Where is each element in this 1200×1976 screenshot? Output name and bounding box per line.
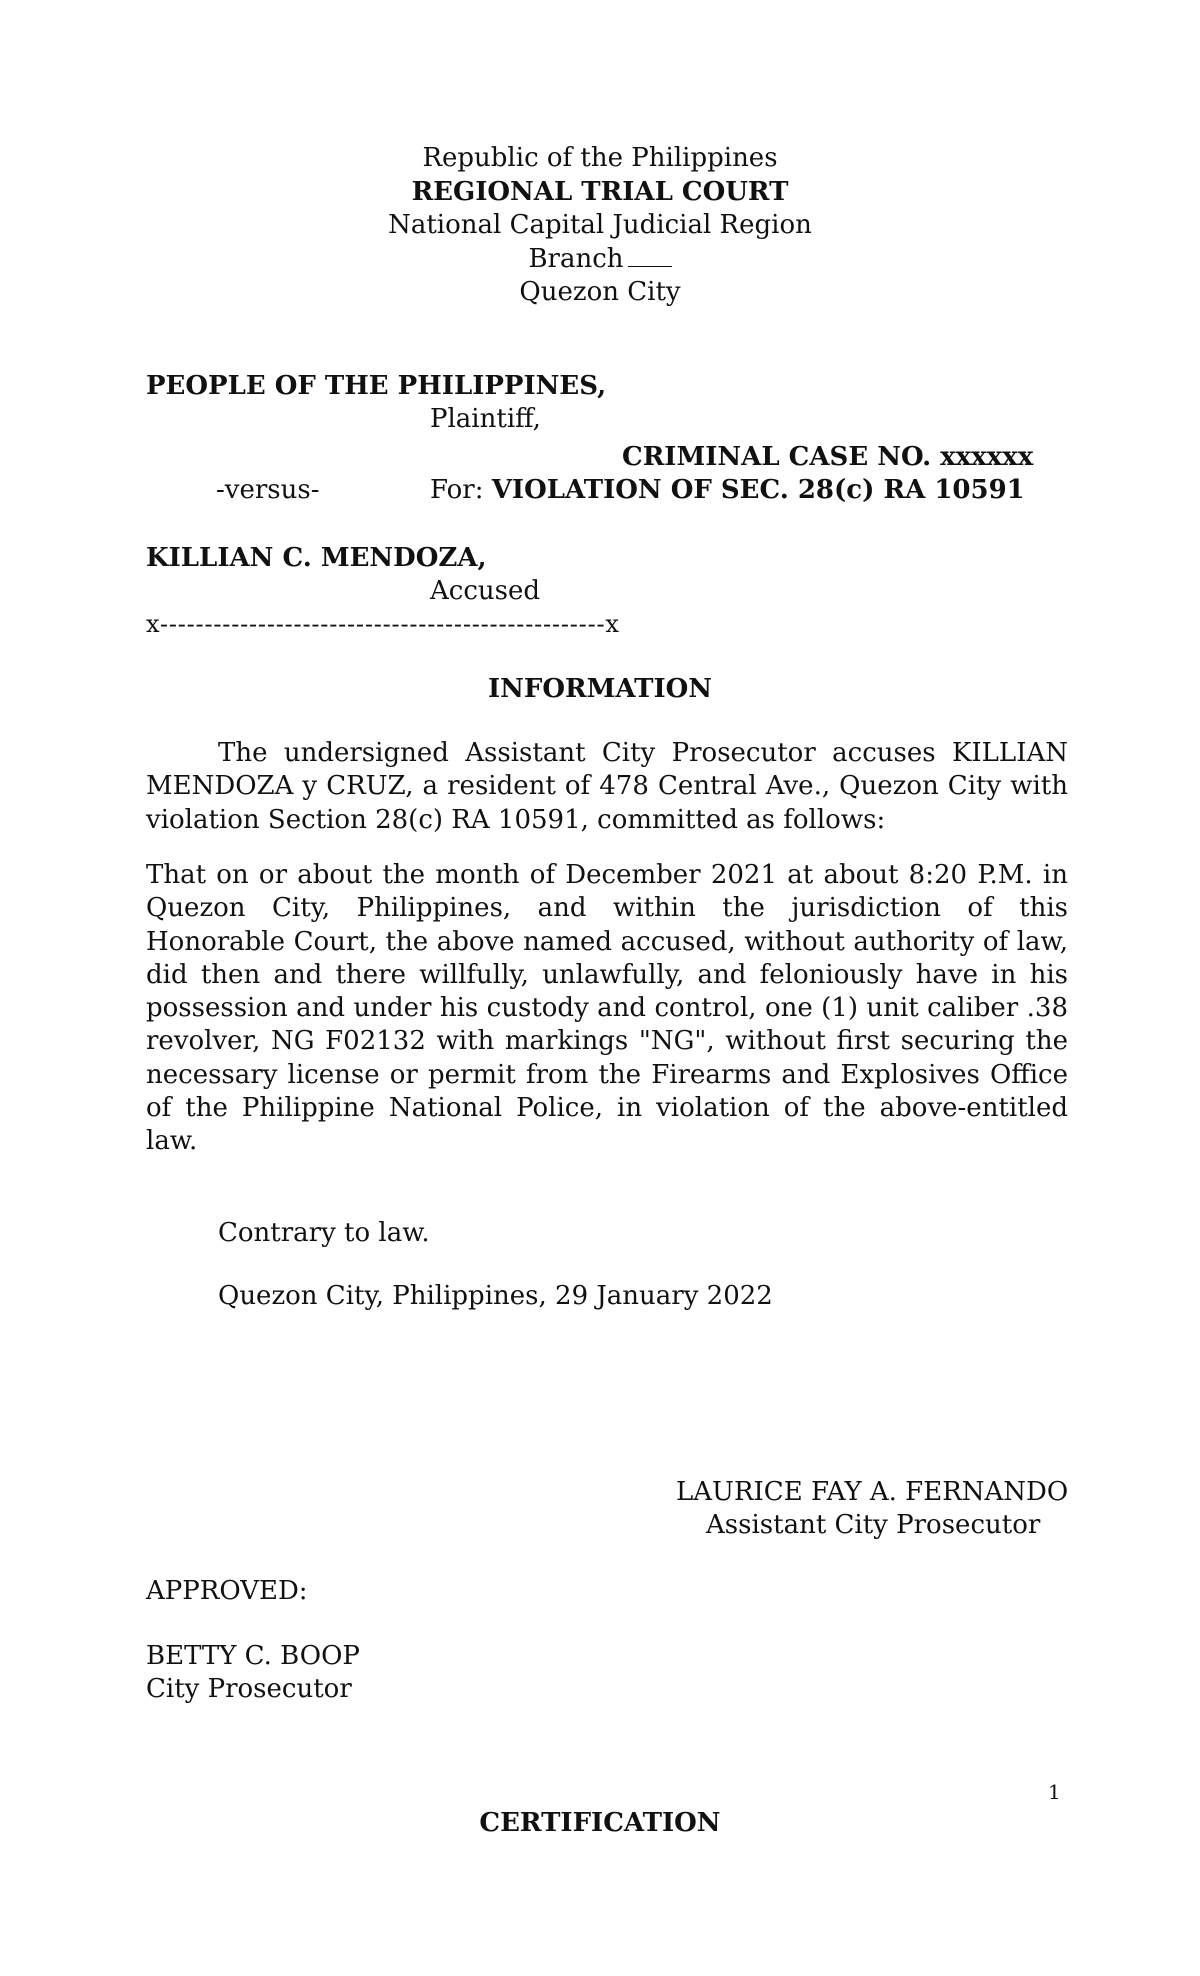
- approver-name: BETTY C. BOOP: [146, 1641, 360, 1671]
- information-intro: [146, 737, 1068, 837]
- signatory-name: LAURICE FAY A. FERNANDO: [676, 1477, 1069, 1507]
- header-republic: Republic of the Philippines: [422, 143, 778, 173]
- header-court: REGIONAL TRIAL COURT: [411, 176, 789, 207]
- header-branch: [0, 243, 1200, 277]
- certification-heading: CERTIFICATION: [479, 1808, 721, 1838]
- place-date: Quezon City, Philippines, 29 January 2022: [218, 1281, 773, 1311]
- plaintiff-name: PEOPLE OF THE PHILIPPINES,: [146, 371, 607, 401]
- plaintiff-role: Plaintiff,: [430, 404, 541, 434]
- case-number: CRIMINAL CASE NO. xxxxxx: [622, 442, 1034, 472]
- branch-label: Branch: [528, 243, 624, 274]
- information-body: [146, 859, 1068, 1159]
- branch-blank: [628, 266, 672, 267]
- header-region: National Capital Judicial Region: [388, 210, 812, 240]
- caption-separator: x--------------------------------------------------x: [146, 610, 620, 638]
- intro-text: The undersigned Assistant City Prosecutor accuses KILLIAN MENDOZA y CRUZ, a resident of 478 Central Ave., Quezon City with violation Section 28(c) RA 10591, committed as follows:: [146, 738, 1068, 835]
- body-text: That on or about the month of December 2021 at about 8:20 P.M. in Quezon City, Philippines, and within the jurisdiction of this Honorable Court, the above named accused, without authority of law, did then and there willfully, unlawfully, and feloniously have in his possession and under his custody and control, one (1) unit caliber .38 revolver, NG F02132 with markings "NG", without first securing the necessary license or permit from the Firearms and Explosives Office of the Philippine National Police, in violation of the above-entitled law.: [146, 860, 1068, 1157]
- court-header: [0, 142, 1200, 310]
- for-label: For:: [430, 475, 484, 505]
- page-number: 1: [1048, 1780, 1061, 1804]
- header-city: Quezon City: [519, 277, 681, 307]
- offense-line: [430, 473, 1025, 507]
- information-title: INFORMATION: [487, 674, 713, 704]
- signatory-title: Assistant City Prosecutor: [706, 1510, 1041, 1540]
- closing-statement: Contrary to law.: [218, 1218, 430, 1248]
- versus-label: -versus-: [216, 475, 320, 505]
- approved-label: APPROVED:: [146, 1576, 308, 1606]
- accused-name: KILLIAN C. MENDOZA,: [146, 543, 487, 573]
- offense-title: VIOLATION OF SEC. 28(c) RA 10591: [491, 475, 1025, 505]
- approver-title: City Prosecutor: [146, 1674, 352, 1704]
- accused-role: Accused: [430, 576, 541, 606]
